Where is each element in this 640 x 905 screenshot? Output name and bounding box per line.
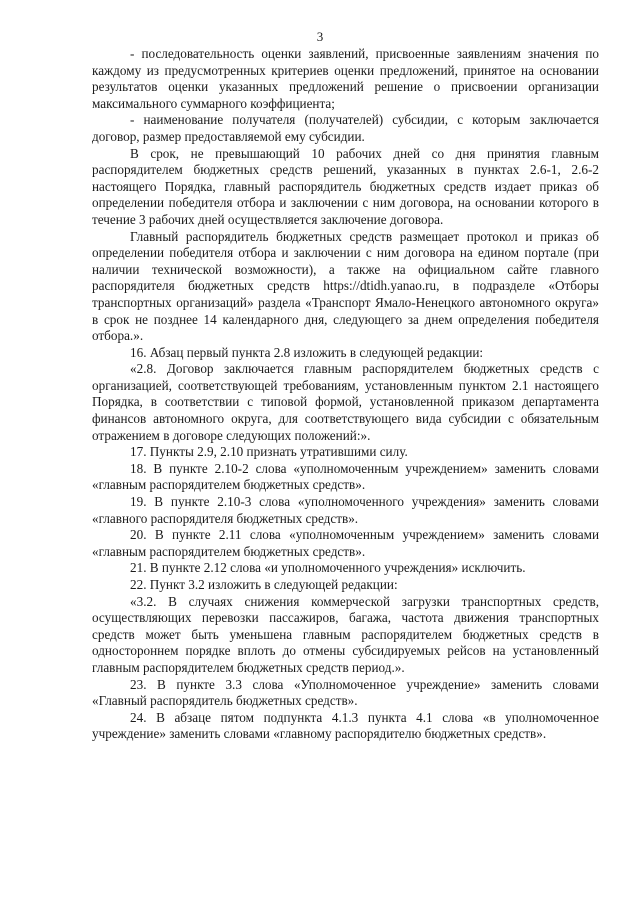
paragraph-item-21: 21. В пункте 2.12 слова «и уполномоченного учреждения» исключить. [130,560,526,576]
paragraph-recipient-name: - наименование получателя (получателей) субсидии, с которым заключается договор, размер предоставляемой ему субсидии. [92,112,599,144]
paragraph-decision-deadline: В срок, не превышающий 10 рабочих дней со дня принятия главным распорядителем бюджетных средств решений, указанных в пунктах 2.6-1, 2.6-2 настоящего Порядка, главный распорядитель бюджетных средств издает приказ об определении победителя отбора и заключении с ним договора, на основании которого в течение 3 рабочих дней осуществляется заключение договора. [92,145,599,227]
paragraph-evaluation-sequence: - последовательность оценки заявлений, присвоенные заявлениям значения по каждому из предусмотренных критериев оценки предложений, принятое на основании результатов оценки указанных предложений решение о присвоении организации максимального суммарного коэффициента; [92,46,599,111]
paragraph-item-18: 18. В пункте 2.10-2 слова «уполномоченным учреждением» заменить словами «главным распорядителем бюджетных средств». [92,460,599,493]
document-body [92,46,599,743]
paragraph-item-17: 17. Пункты 2.9, 2.10 признать утратившими силу. [130,444,408,460]
paragraph-item-16: 16. Абзац первый пункта 2.8 изложить в следующей редакции: [130,344,484,360]
paragraph-item-20: 20. В пункте 2.11 слова «уполномоченным учреждением» заменить словами «главным распорядителем бюджетных средств». [92,527,599,559]
paragraph-item-24: 24. В абзаце пятом подпункта 4.1.3 пункта 4.1 слова «в уполномоченное учреждение» заменить словами «главному распорядителю бюджетных средств». [92,709,599,742]
paragraph-protocol-publication: Главный распорядитель бюджетных средств размещает протокол и приказ об определении победителя отбора и заключении с ним договора на едином портале (при наличии технической возможности), а также на официальном сайте главного распорядителя бюджетных средств https://dtidh.yanao.ru, в подразделе «Отборы транспортных организаций» раздела «Транспорт Ямало-Ненецкого автономного округа» в срок не позднее 14 календарного дня, следующего за днем определения победителя отбора.». [92,228,599,344]
paragraph-item-3-2-text: «3.2. В случаях снижения коммерческой загрузки транспортных средств, осуществляющих перевозки пассажиров, багажа, частота движения транспортных средств может быть уменьшена главным распорядителем бюджетных средств в одностороннем порядке вплоть до отмены субсидируемых рейсов на установленный главным распорядителем бюджетных средств период.». [92,593,599,675]
page-number: 3 [316,29,324,44]
paragraph-item-23: 23. В пункте 3.3 слова «Уполномоченное учреждение» заменить словами «Главный распорядитель бюджетных средств». [92,676,599,709]
paragraph-item-19: 19. В пункте 2.10-3 слова «уполномоченного учреждения» заменить словами «главного распорядителя бюджетных средств». [92,494,599,526]
paragraph-item-2-8-text: «2.8. Договор заключается главным распорядителем бюджетных средств с организацией, соответствующей требованиям, установленным пунктом 2.1 настоящего Порядка, в соответствии с типовой формой, установленной приказом департамента финансов автономного округа, для соответствующего вида субсидии с обязательным отражением в договоре следующих положений:». [92,361,599,443]
paragraph-item-22: 22. Пункт 3.2 изложить в следующей редакции: [130,577,398,592]
